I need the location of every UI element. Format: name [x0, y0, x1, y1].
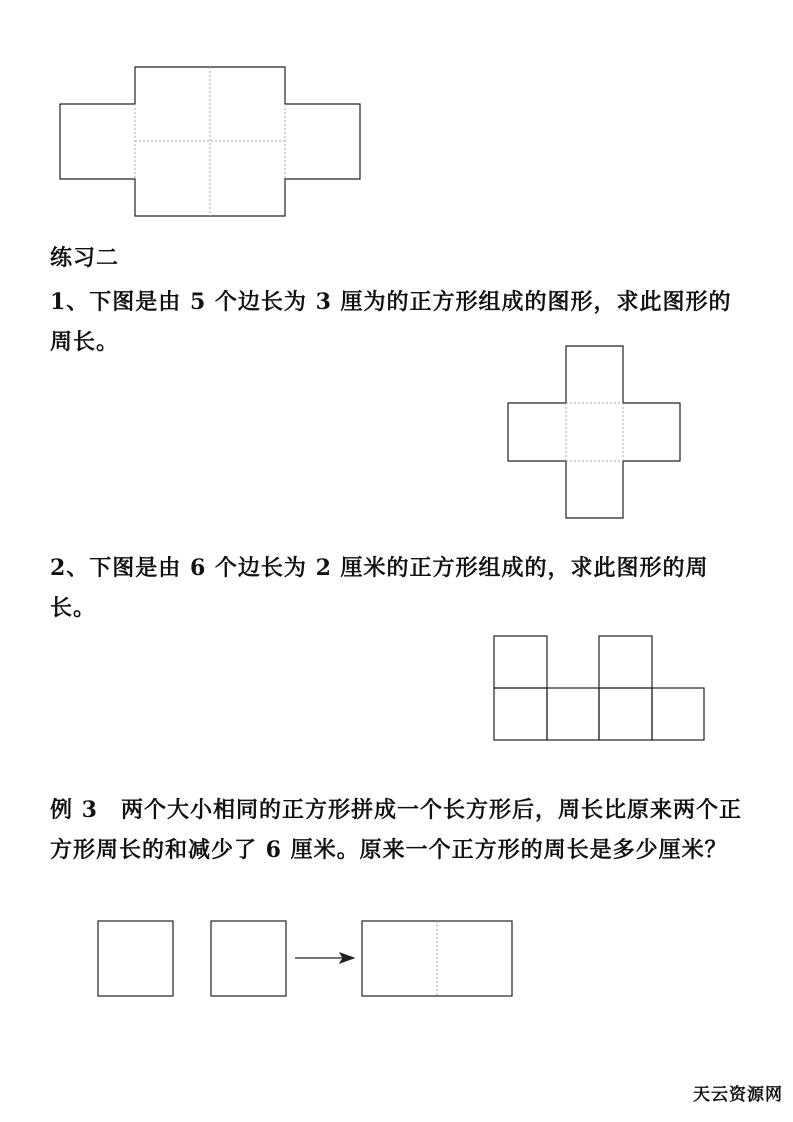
six-square-bottom-4 [652, 688, 704, 740]
six-square-bottom-1 [494, 688, 547, 740]
plus-figure-outline [508, 346, 680, 518]
top-cross-outline [60, 67, 360, 216]
practice-title: 练习二 [50, 245, 120, 271]
problem-1-text: 1、下图是由 5 个边长为 3 厘为的正方形组成的图形，求此图形的周长。 [50, 289, 732, 355]
example-arrow-head-icon [340, 953, 354, 963]
six-square-bottom-3 [599, 688, 652, 740]
example-rectangle [362, 921, 512, 996]
example-square-1 [98, 921, 173, 996]
problem-2-text: 2、下图是由 6 个边长为 2 厘米的正方形组成的，求此图形的周长。 [50, 555, 709, 621]
example-3-text: 例 3 两个大小相同的正方形拼成一个长方形后，周长比原来两个正方形周长的和减少了 6 厘米。原来一个正方形的周长是多少厘米？ [50, 797, 742, 863]
footer-brand: 天云资源网 [693, 1085, 783, 1105]
six-square-bottom-2 [547, 688, 599, 740]
example-square-2 [211, 921, 286, 996]
six-square-top-right [599, 636, 652, 688]
six-square-top-left [494, 636, 547, 688]
